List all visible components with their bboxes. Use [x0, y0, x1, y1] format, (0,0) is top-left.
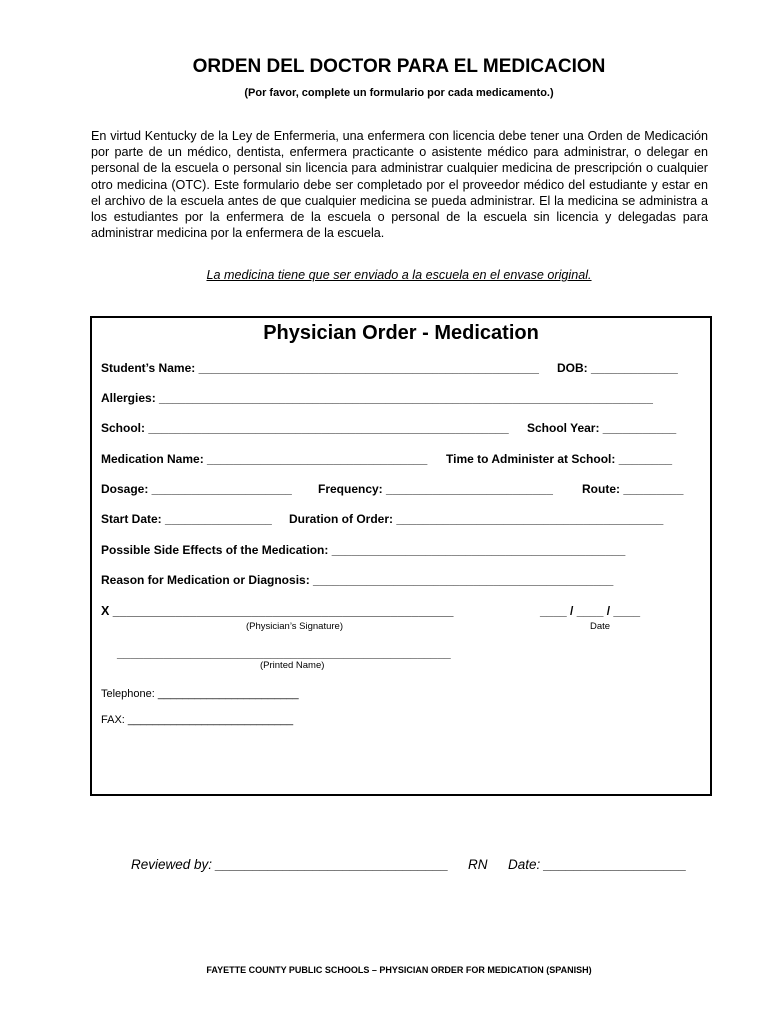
medication-name-field[interactable]: Medication Name: _________________________________: [101, 452, 428, 466]
page-footer: FAYETTE COUNTY PUBLIC SCHOOLS – PHYSICIAN ORDER FOR MEDICATION (SPANISH): [206, 965, 592, 975]
side-effects-field[interactable]: Possible Side Effects of the Medication: ____________________________________________: [101, 543, 626, 557]
printed-name-field[interactable]: __________________________________________________: [117, 646, 451, 660]
duration-field[interactable]: Duration of Order: ________________________________________: [289, 512, 664, 526]
route-field[interactable]: Route: _________: [582, 482, 684, 496]
reason-field[interactable]: Reason for Medication or Diagnosis: _____________________________________________: [101, 573, 614, 587]
signature-date-field[interactable]: ____ / ____ / ____: [540, 604, 641, 618]
student-name-field[interactable]: Student’s Name: ___________________________________________________: [101, 361, 539, 375]
signature-caption: (Physician’s Signature): [246, 621, 343, 632]
dob-field[interactable]: DOB: _____________: [557, 361, 678, 375]
time-to-administer-field[interactable]: Time to Administer at School: ________: [446, 452, 673, 466]
physician-signature-field[interactable]: X _________________________________________________: [101, 604, 454, 618]
date-caption: Date: [590, 621, 611, 632]
telephone-field[interactable]: Telephone: _______________________: [101, 688, 299, 700]
form-title: Physician Order - Medication: [263, 322, 539, 344]
fax-field[interactable]: FAX: ___________________________: [101, 714, 294, 726]
printed-name-caption: (Printed Name): [260, 660, 325, 671]
review-date-field[interactable]: Date: ___________________: [508, 857, 687, 872]
page-title: ORDEN DEL DOCTOR PARA EL MEDICACION: [192, 56, 606, 77]
school-field[interactable]: School: ______________________________________________________: [101, 421, 509, 435]
page-subtitle: (Por favor, complete un formulario por cada medicamento.): [244, 87, 554, 99]
school-year-field[interactable]: School Year: ___________: [527, 421, 677, 435]
intro-paragraph: En virtud Kentucky de la Ley de Enfermeria, una enfermera con licencia debe tener una Orden de Medicación por parte de un médico, dentista, enfermera practicante o asistente médico para administrar, o delegar en personal de la escuela o personal sin licencia para administrar cualquier medicina de prescripción o cualquier otro medicina (OTC). Este formulario debe ser completado por el proveedor médico del estudiante y estar en el archivo de la escuela antes de que cualquier medicina se pueda administrar. El la medicina se administra a los estudiantes por la enfermera de la escuela o personal de la escuela sin licencia y delegadas para administrar medicina por la enfermera de la escuela.: [91, 129, 708, 241]
allergies-field[interactable]: Allergies: __________________________________________________________________________: [101, 391, 653, 405]
rn-label: RN: [468, 857, 488, 872]
frequency-field[interactable]: Frequency: _________________________: [318, 482, 553, 496]
reviewed-by-field[interactable]: Reviewed by: _______________________________: [131, 857, 449, 872]
start-date-field[interactable]: Start Date: ________________: [101, 512, 272, 526]
original-container-notice: La medicina tiene que ser enviado a la escuela en el envase original.: [206, 268, 592, 282]
dosage-field[interactable]: Dosage: _____________________: [101, 482, 292, 496]
